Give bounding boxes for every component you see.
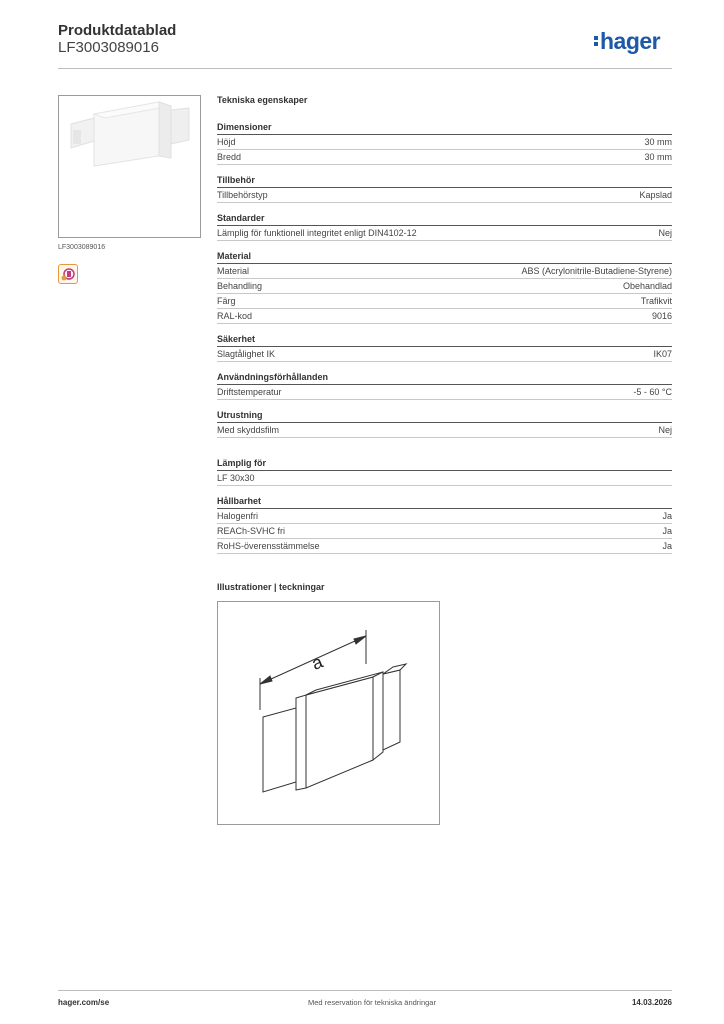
footer-website: hager.com/se xyxy=(58,998,110,1007)
product-code-caption: LF3003089016 xyxy=(58,244,106,251)
spec-label: Med skyddsfilm xyxy=(217,425,280,435)
spec-label: Lämplig för funktionell integritet enligt DIN4102-12 xyxy=(217,228,417,238)
spec-value: Obehandlad xyxy=(622,281,672,291)
spec-row xyxy=(217,385,672,400)
spec-label: Färg xyxy=(217,296,236,306)
spec-label: Höjd xyxy=(217,137,236,147)
section-title: Dimensioner xyxy=(217,122,672,135)
spec-row xyxy=(217,309,672,324)
section-safety xyxy=(217,334,672,362)
product-photo xyxy=(59,96,200,237)
section-sustainability xyxy=(217,496,672,554)
spec-value: Nej xyxy=(658,425,672,435)
spec-row xyxy=(217,150,672,165)
spec-value: Trafikvit xyxy=(640,296,672,306)
spec-row xyxy=(217,524,672,539)
spec-label: Bredd xyxy=(217,152,242,162)
spec-label: Driftstemperatur xyxy=(217,387,282,397)
spec-row xyxy=(217,226,672,241)
section-dimensions xyxy=(217,122,672,165)
illustrations-heading: Illustrationer | teckningar xyxy=(217,582,325,592)
section-title: Standarder xyxy=(217,213,672,226)
spec-value: -5 - 60 °C xyxy=(633,387,672,397)
spec-value: IK07 xyxy=(653,349,672,359)
spec-value: Kapslad xyxy=(639,190,672,200)
section-operating-conditions xyxy=(217,372,672,400)
spec-value: ABS (Acrylonitrile-Butadiene-Styrene) xyxy=(521,266,672,276)
footer-date: 14.03.2026 xyxy=(631,998,672,1007)
technical-drawing xyxy=(217,601,440,825)
spec-row xyxy=(217,188,672,203)
header-divider xyxy=(58,68,672,69)
product-number: LF3003089016 xyxy=(58,39,159,56)
section-title: Säkerhet xyxy=(217,334,672,347)
spec-row xyxy=(217,279,672,294)
spec-row xyxy=(217,294,672,309)
section-title: Hållbarhet xyxy=(217,496,672,509)
section-title: Utrustning xyxy=(217,410,672,423)
spec-row xyxy=(217,264,672,279)
spec-label: Material xyxy=(217,266,250,276)
spec-label: Behandling xyxy=(217,281,263,291)
section-material xyxy=(217,251,672,324)
cover-drawing xyxy=(218,602,439,824)
spec-label: RAL-kod xyxy=(217,311,253,321)
section-accessories xyxy=(217,175,672,203)
section-spacer xyxy=(217,448,672,458)
spec-label: Slagtålighet IK xyxy=(217,349,276,359)
spec-value: 9016 xyxy=(651,311,672,321)
spec-row xyxy=(217,509,672,524)
hager-logo xyxy=(594,28,660,55)
logo-text: hager xyxy=(600,28,661,54)
footer-divider xyxy=(58,990,672,991)
spec-label: Halogenfri xyxy=(217,511,259,521)
spec-value: Ja xyxy=(662,541,672,551)
eco-badge-icon xyxy=(58,264,78,284)
footer-disclaimer: Med reservation för tekniska ändringar xyxy=(308,998,436,1007)
page-title: Produktdatablad xyxy=(58,22,177,39)
spec-value: 30 mm xyxy=(644,137,672,147)
spec-row xyxy=(217,423,672,438)
logo-colon-icon xyxy=(594,34,599,48)
section-title: Material xyxy=(217,251,672,264)
section-suitable-for xyxy=(217,458,672,486)
spec-label: RoHS-överensstämmelse xyxy=(217,541,320,551)
section-title: Användningsförhållanden xyxy=(217,372,672,385)
section-title: Lämplig för xyxy=(217,458,672,471)
specs-heading: Tekniska egenskaper xyxy=(217,95,308,105)
spec-value: Nej xyxy=(658,228,672,238)
spec-value: Ja xyxy=(662,511,672,521)
section-title: Tillbehör xyxy=(217,175,672,188)
spec-label: REACh-SVHC fri xyxy=(217,526,286,536)
spec-value: 30 mm xyxy=(644,152,672,162)
product-image xyxy=(58,95,201,238)
spec-label: Tillbehörstyp xyxy=(217,190,268,200)
spec-row xyxy=(217,471,672,486)
spec-row xyxy=(217,135,672,150)
dimension-label-a: a xyxy=(308,651,326,674)
spec-row xyxy=(217,347,672,362)
technical-specifications xyxy=(217,95,672,564)
spec-value: Ja xyxy=(662,526,672,536)
section-equipment xyxy=(217,410,672,438)
spec-label: LF 30x30 xyxy=(217,473,255,483)
section-standards xyxy=(217,213,672,241)
spec-row xyxy=(217,539,672,554)
